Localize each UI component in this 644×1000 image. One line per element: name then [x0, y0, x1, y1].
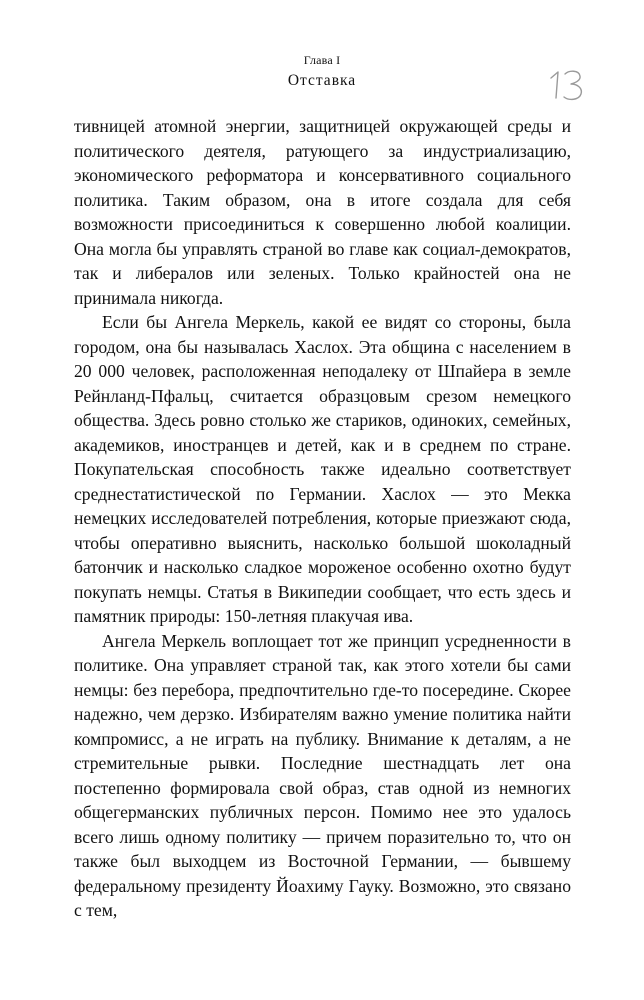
paragraph-3: Ангела Меркель воплощает тот же принцип усредненности в политике. Она управляет страной так, как этого хотели бы сами немцы: без перебора, предпочтительно где-то посередине. Скорее надежно, чем дерзко. Избирателям важно умение политика найти компромисс, а не играть на публику. Внимание к деталям, а не стремительные рывки. Последние шестнадцать лет она постепенно формировала свой образ, став одной из немногих общегерманских публичных персон. Помимо нее это удалось всего лишь одному политику — причем поразительно то, что он также был выходцем из Восточной Германии, — бывшему федеральному президенту Йоахиму Гауку. Возможно, это связано с тем,	[74, 630, 571, 920]
chapter-title: Отставка	[287, 72, 357, 89]
paragraph-1: тивницей атомной энергии, защитницей окружающей среды и политического деятеля, ратующего за индустриализацию, экономического реформатора и консервативного социального политика. Таким образом, она в итоге создала для себя возможности присоединиться к совершенно любой коалиции. Она могла бы управлять страной во главе как социал-демократов, так и либералов или зеленых. Только крайностей она не принимала никогда.	[74, 116, 571, 308]
paragraph-2: Если бы Ангела Меркель, какой ее видят со стороны, была городом, она бы называлась Хаслох. Эта община с населением в 20 000 человек, расположенная неподалеку от Шпайера в земле Рейнланд-Пфальц, считается образцовым срезом немецкого общества. Здесь ровно столько же стариков, одиноких, семейных, академиков, иностранцев и детей, как и в среднем по стране. Покупательская способность также идеально соответствует среднестатистической по Германии. Хаслох — это Мекка немецких исследователей потребления, которые приезжают сюда, чтобы оперативно выяснить, насколько большой шоколадный батончик и насколько сладкое мороженое особенно охотно будут покупать немцы. Статья в Википедии сообщает, что есть здесь и памятник природы: 150-летняя плакучая ива.	[74, 312, 571, 626]
handwritten-page-number-glyph	[545, 64, 595, 104]
chapter-label: Глава I	[303, 53, 341, 67]
handwritten-page-number	[545, 64, 595, 104]
body-text	[74, 114, 571, 923]
